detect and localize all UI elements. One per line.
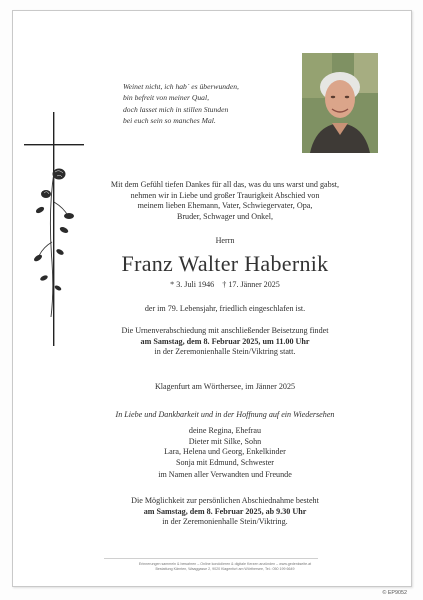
deceased-name: Franz Walter Habernik xyxy=(121,251,329,276)
poem xyxy=(123,81,293,127)
mourners-intro xyxy=(60,410,390,421)
farewell-line: in der Zeremonienhalle Stein/Viktring. xyxy=(162,517,288,527)
life-dates xyxy=(60,280,390,291)
dates-text: * 3. Juli 1946 † 17. Jänner 2025 xyxy=(170,280,280,289)
place-date xyxy=(60,382,390,393)
document-code: © EP9052 xyxy=(382,590,407,596)
mourner: Dieter mit Silke, Sohn xyxy=(188,436,262,446)
portrait-photo xyxy=(302,53,378,153)
intro-line: Bruder, Schwager und Onkel, xyxy=(176,211,274,221)
footer-divider xyxy=(104,558,318,559)
relatives-text: im Namen aller Verwandten und Freunde xyxy=(158,470,292,479)
intro-text xyxy=(60,180,390,222)
intro-line: Mit dem Gefühl tiefen Dankes für all das, was du uns warst und gabst, xyxy=(110,180,340,189)
funeral-line: in der Zeremonienhalle Stein/Viktring statt. xyxy=(154,347,296,357)
footer xyxy=(60,562,390,572)
farewell-line: Die Möglichkeit zur persönlichen Abschiednahme besteht xyxy=(131,496,319,505)
mourners-list xyxy=(60,426,390,468)
mourners-intro-text: In Liebe und Dankbarkeit und in der Hoffnung auf ein Wiedersehen xyxy=(115,410,335,419)
passed-line: der im 79. Lebensjahr, friedlich eingeschlafen ist. xyxy=(144,304,306,313)
place-date-text: Klagenfurt am Wörthersee, im Jänner 2025 xyxy=(154,382,296,391)
relatives xyxy=(60,470,390,481)
salutation-text: Herrn xyxy=(215,236,235,245)
passed-text xyxy=(60,304,390,315)
mourner: deine Regina, Ehefrau xyxy=(188,426,262,435)
mourner: Lara, Helena und Georg, Enkelkinder xyxy=(164,447,286,457)
farewell-info xyxy=(60,496,390,528)
funeral-line: Die Urnenverabschiedung mit anschließender Beisetzung findet xyxy=(121,326,329,335)
poem-line: doch lasset mich in stillen Stunden xyxy=(123,104,229,114)
salutation xyxy=(60,236,390,247)
footer-line: Bestattung Kärnten, Waaggasse 2, 9020 Klagenfurt am Wörthersee, Tel.: 050 199 6649 xyxy=(155,567,295,571)
poem-line: bin befreit von meiner Qual, xyxy=(123,93,209,103)
intro-line: nehmen wir in Liebe und großer Traurigkeit Abschied von xyxy=(130,190,320,200)
poem-line: bei euch sein so manches Mal. xyxy=(123,116,216,126)
intro-line: meinem lieben Ehemann, Vater, Schwiegervater, Opa, xyxy=(137,201,313,211)
farewell-date: am Samstag, dem 8. Februar 2025, ab 9.30 Uhr xyxy=(143,506,307,516)
funeral-info xyxy=(60,326,390,358)
poem-line: Weinet nicht, ich hab` es überwunden, xyxy=(123,82,239,91)
mourner: Sonja mit Edmund, Schwester xyxy=(175,457,274,467)
funeral-date: am Samstag, dem 8. Februar 2025, um 11.00 Uhr xyxy=(140,336,310,346)
footer-line: Erinnerungen sammeln & bewahren – Online kondolieren & digitale Kerzen anzünden – www.gedenkseite.at xyxy=(138,562,312,566)
